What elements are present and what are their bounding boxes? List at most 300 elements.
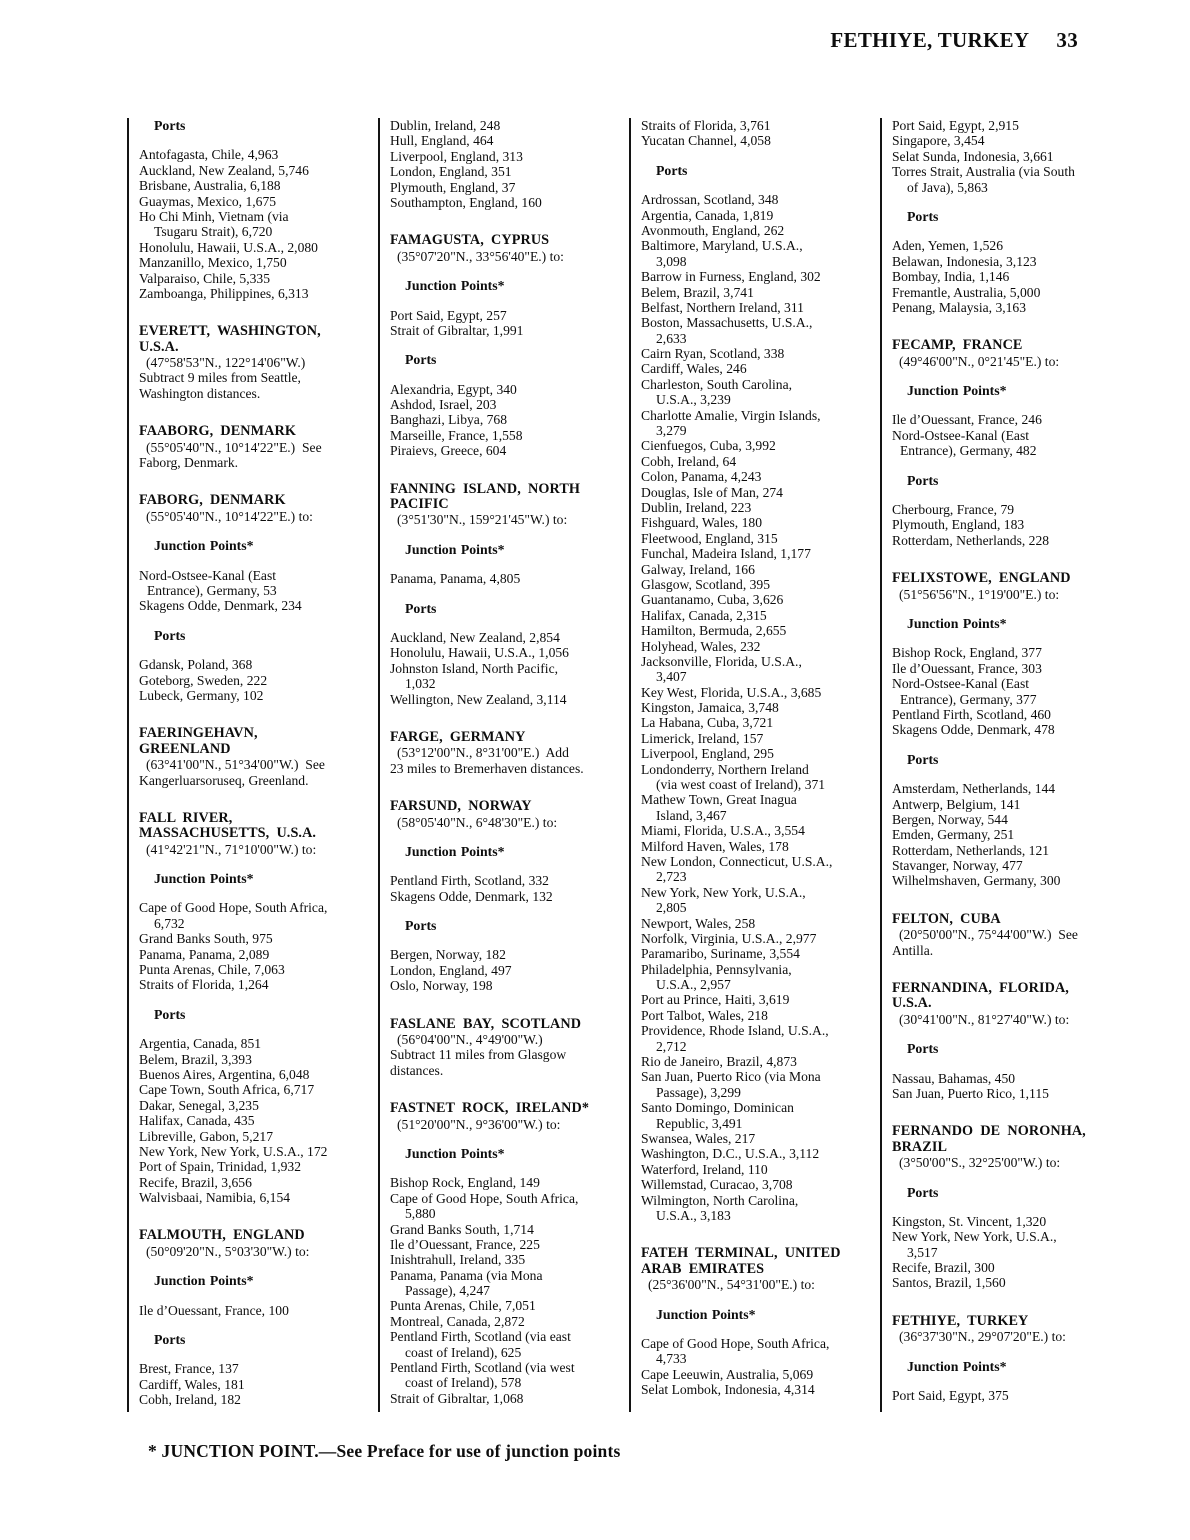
coordinates-line: (35°07'20"N., 33°56'40"E.) to: xyxy=(397,248,564,264)
text-line: Argentia, Canada, 1,819 xyxy=(641,207,774,223)
column-4 xyxy=(880,118,1131,1412)
subheading: Junction Points* xyxy=(907,615,1007,631)
text-line: Charlotte Amalie, Virgin Islands, xyxy=(641,407,821,423)
text-line: Libreville, Gabon, 5,217 xyxy=(139,1128,274,1144)
text-line: Rio de Janeiro, Brazil, 4,873 xyxy=(641,1054,797,1070)
spacer xyxy=(892,369,1131,383)
text-line: Santo Domingo, Dominican xyxy=(641,1100,794,1116)
text-line: Yucatan Channel, 4,058 xyxy=(641,133,771,149)
coordinates-line: (47°58'53"N., 122°14'06"W.) xyxy=(146,355,306,371)
text-line: Kingston, St. Vincent, 1,320 xyxy=(892,1213,1047,1229)
column-2 xyxy=(378,118,629,1412)
column-1 xyxy=(127,118,378,1412)
text-line: Cherbourg, France, 79 xyxy=(892,502,1015,518)
entry-heading: FALL RIVER, xyxy=(139,809,233,826)
coordinates-line: (55°05'40"N., 10°14'22"E.) See xyxy=(146,439,322,455)
text-line-wrap: Entrance), Germany, 482 xyxy=(900,443,1037,459)
text-line: Marseille, France, 1,558 xyxy=(390,427,523,443)
text-line: London, England, 351 xyxy=(390,164,512,180)
text-line-wrap: 1,032 xyxy=(405,676,436,692)
entry-heading: FABORG, DENMARK xyxy=(139,492,286,509)
subheading: Ports xyxy=(907,1184,939,1200)
text-line: Buenos Aires, Argentina, 6,048 xyxy=(139,1066,310,1082)
text-line: Recife, Brazil, 3,656 xyxy=(139,1174,252,1190)
text-line: Inishtrahull, Ireland, 335 xyxy=(390,1252,526,1268)
text-line: Punta Arenas, Chile, 7,051 xyxy=(390,1298,536,1314)
text-line: Bishop Rock, England, 377 xyxy=(892,645,1042,661)
text-line-wrap: Entrance), Germany, 377 xyxy=(900,691,1037,707)
text-line: Santos, Brazil, 1,560 xyxy=(892,1275,1006,1291)
text-line: Valparaiso, Chile, 5,335 xyxy=(139,270,271,286)
entry-heading: FELTON, CUBA xyxy=(892,910,1001,927)
text-line: Cienfuegos, Cuba, 3,992 xyxy=(641,438,776,454)
page-number: 33 xyxy=(1056,28,1078,52)
text-line: Honolulu, Hawaii, U.S.A., 2,080 xyxy=(139,239,318,255)
subheading: Junction Points* xyxy=(154,538,254,554)
text-line: Jacksonville, Florida, U.S.A., xyxy=(641,653,802,669)
subheading: Junction Points* xyxy=(656,1306,756,1322)
text-line: Rotterdam, Netherlands, 228 xyxy=(892,532,1050,548)
text-line: New London, Connecticut, U.S.A., xyxy=(641,853,833,869)
junction-point-footnote: * JUNCTION POINT.—See Preface for use of junction points xyxy=(148,1441,621,1461)
text-line: Swansea, Wales, 217 xyxy=(641,1131,756,1146)
entry-heading: FAERINGEHAVN, xyxy=(139,725,258,742)
text-line: Penang, Malaysia, 3,163 xyxy=(892,299,1027,315)
text-line: Ile d’Ouessant, France, 225 xyxy=(390,1236,540,1252)
text-line: Wellington, New Zealand, 3,114 xyxy=(390,691,567,707)
text-line: Funchal, Madeira Island, 1,177 xyxy=(641,546,811,562)
spacer xyxy=(641,1322,880,1336)
coordinates-line: (51°20'00"N., 9°36'00"W.) to: xyxy=(397,1116,561,1132)
spacer xyxy=(641,1293,880,1307)
text-line: distances. xyxy=(390,1062,444,1078)
coordinates-line: (30°41'00"N., 81°27'40"W.) to: xyxy=(899,1011,1070,1027)
text-line: Johnston Island, North Pacific, xyxy=(390,660,559,676)
subheading: Ports xyxy=(405,600,437,616)
text-line: Panama, Panama (via Mona xyxy=(390,1267,543,1283)
spacer xyxy=(641,178,880,192)
text-line: Boston, Massachusetts, U.S.A., xyxy=(641,315,813,331)
text-line: Oslo, Norway, 198 xyxy=(390,978,493,994)
text-line: Galway, Ireland, 166 xyxy=(641,561,755,577)
running-title: FETHIYE, TURKEY xyxy=(830,28,1030,52)
text-line: Subtract 9 miles from Seattle, xyxy=(139,370,301,386)
text-line-wrap: Passage), 4,247 xyxy=(405,1283,490,1299)
spacer xyxy=(139,1347,378,1361)
text-line: Washington, D.C., U.S.A., 3,112 xyxy=(641,1146,820,1162)
text-line: Halifax, Canada, 2,315 xyxy=(641,607,767,623)
text-line: La Habana, Cuba, 3,721 xyxy=(641,715,774,731)
subheading: Junction Points* xyxy=(405,1145,505,1161)
text-line-wrap: coast of Ireland), 578 xyxy=(405,1375,522,1391)
entry-heading: FASLANE BAY, SCOTLAND xyxy=(390,1015,582,1032)
text-line: Philadelphia, Pennsylvania, xyxy=(641,961,792,977)
text-line: Cobh, Ireland, 64 xyxy=(641,453,737,469)
text-line: Port Said, Egypt, 375 xyxy=(892,1388,1009,1404)
text-line: Selat Lombok, Indonesia, 4,314 xyxy=(641,1382,815,1398)
text-line: Ashdod, Israel, 203 xyxy=(390,397,497,413)
text-line: Pentland Firth, Scotland, 460 xyxy=(892,706,1051,722)
text-line: Grand Banks South, 975 xyxy=(139,931,273,947)
text-line: Cobh, Ireland, 182 xyxy=(139,1392,241,1408)
text-line: Norfolk, Virginia, U.S.A., 2,977 xyxy=(641,930,817,946)
spacer xyxy=(892,889,1131,912)
text-line-wrap: 3,098 xyxy=(656,253,687,269)
coordinates-line: (53°12'00"N., 8°31'00"E.) Add xyxy=(397,745,569,761)
subheading: Ports xyxy=(907,751,939,767)
text-line-wrap: 6,732 xyxy=(154,915,185,931)
text-line: Cape Leeuwin, Australia, 5,069 xyxy=(641,1366,814,1382)
coordinates-line: (55°05'40"N., 10°14'22"E.) to: xyxy=(146,508,313,524)
text-line: Ardrossan, Scotland, 348 xyxy=(641,192,779,208)
text-line: Waterford, Ireland, 110 xyxy=(641,1161,768,1177)
text-line: Selat Sunda, Indonesia, 3,661 xyxy=(892,148,1054,164)
text-line: Belfast, Northern Ireland, 311 xyxy=(641,299,804,315)
text-line: Panama, Panama, 4,805 xyxy=(390,571,521,587)
text-line: Belem, Brazil, 3,393 xyxy=(139,1051,252,1067)
text-line-wrap: 3,279 xyxy=(656,423,687,439)
spacer xyxy=(139,1022,378,1036)
subheading: Ports xyxy=(154,627,186,643)
entry-heading: FAMAGUSTA, CYPRUS xyxy=(390,232,550,249)
text-line: Goteborg, Sweden, 222 xyxy=(139,672,268,688)
entry-heading: FECAMP, FRANCE xyxy=(892,337,1023,354)
text-line: Grand Banks South, 1,714 xyxy=(390,1221,534,1237)
text-line: Cairn Ryan, Scotland, 338 xyxy=(641,346,785,362)
text-line: Cape of Good Hope, South Africa, xyxy=(139,900,328,916)
text-line: Cape of Good Hope, South Africa, xyxy=(641,1335,830,1351)
spacer xyxy=(390,587,629,601)
spacer xyxy=(892,1345,1131,1359)
coordinates-line: (63°41'00"N., 51°34'00"W.) See xyxy=(146,757,325,773)
text-line: San Juan, Puerto Rico (via Mona xyxy=(641,1069,821,1085)
text-line: Glasgow, Scotland, 395 xyxy=(641,576,771,592)
spacer xyxy=(390,1078,629,1101)
spacer xyxy=(139,554,378,568)
text-line: Brest, France, 137 xyxy=(139,1361,239,1377)
text-line: Bergen, Norway, 544 xyxy=(892,811,1008,827)
text-line: Auckland, New Zealand, 5,746 xyxy=(139,162,309,178)
text-line: Nord-Ostsee-Kanal (East xyxy=(139,567,277,583)
text-line: Avonmouth, England, 262 xyxy=(641,222,785,238)
text-line: Brisbane, Australia, 6,188 xyxy=(139,178,281,194)
subheading: Ports xyxy=(154,1332,186,1348)
text-line: Douglas, Isle of Man, 274 xyxy=(641,484,783,500)
spacer xyxy=(641,149,880,163)
text-line-wrap: U.S.A., 3,183 xyxy=(656,1207,731,1223)
text-line-wrap: coast of Ireland), 625 xyxy=(405,1344,522,1360)
text-line: Port Said, Egypt, 2,915 xyxy=(892,118,1019,133)
text-line: Banghazi, Libya, 768 xyxy=(390,412,508,428)
text-line: 23 miles to Bremerhaven distances. xyxy=(390,760,584,776)
text-line: Port of Spain, Trinidad, 1,932 xyxy=(139,1159,302,1175)
text-line-wrap: 2,805 xyxy=(656,900,687,916)
entry-heading: ARAB EMIRATES xyxy=(641,1260,765,1277)
subheading: Ports xyxy=(405,352,437,368)
spacer xyxy=(390,776,629,799)
spacer xyxy=(641,1223,880,1246)
text-line: Alexandria, Egypt, 340 xyxy=(390,381,517,397)
subheading: Ports xyxy=(154,1006,186,1022)
text-line: Punta Arenas, Chile, 7,063 xyxy=(139,962,285,978)
text-line: Key West, Florida, U.S.A., 3,685 xyxy=(641,684,822,700)
spacer xyxy=(139,614,378,628)
spacer xyxy=(390,904,629,918)
entry-heading: PACIFIC xyxy=(390,496,449,513)
text-line: Honolulu, Hawaii, U.S.A., 1,056 xyxy=(390,645,569,661)
text-line: Panama, Panama, 2,089 xyxy=(139,946,270,962)
spacer xyxy=(139,301,378,324)
text-line: Pentland Firth, Scotland, 332 xyxy=(390,873,549,889)
column-3 xyxy=(629,118,880,1412)
text-line: Washington distances. xyxy=(139,385,261,401)
text-line: Ile d’Ouessant, France, 303 xyxy=(892,660,1042,676)
text-line: Nord-Ostsee-Kanal (East xyxy=(892,427,1030,443)
spacer xyxy=(892,195,1131,209)
text-line: Recife, Brazil, 300 xyxy=(892,1260,995,1276)
text-line: Antwerp, Belgium, 141 xyxy=(892,796,1021,812)
spacer xyxy=(892,315,1131,338)
spacer xyxy=(390,859,629,873)
entry-heading: EVERETT, WASHINGTON, xyxy=(139,323,321,340)
text-line: Argentia, Canada, 851 xyxy=(139,1036,262,1052)
text-line: Holyhead, Wales, 232 xyxy=(641,638,761,654)
spacer xyxy=(139,1318,378,1332)
text-line: Belem, Brazil, 3,741 xyxy=(641,284,754,300)
entry-heading: FATEH TERMINAL, UNITED xyxy=(641,1245,841,1262)
text-line: Auckland, New Zealand, 2,854 xyxy=(390,629,560,645)
text-line: Colon, Panama, 4,243 xyxy=(641,469,762,485)
spacer xyxy=(390,528,629,542)
spacer xyxy=(390,1132,629,1146)
text-columns xyxy=(127,118,1131,1412)
text-line: Cardiff, Wales, 246 xyxy=(641,361,747,377)
text-line: Ho Chi Minh, Vietnam (via xyxy=(139,208,289,224)
text-line: Limerick, Ireland, 157 xyxy=(641,730,764,746)
text-line: Manzanillo, Mexico, 1,750 xyxy=(139,255,287,271)
coordinates-line: (41°42'21"N., 71°10'00"W.) to: xyxy=(146,841,317,857)
spacer xyxy=(892,548,1131,571)
text-line: New York, New York, U.S.A., 172 xyxy=(139,1143,328,1159)
spacer xyxy=(139,703,378,726)
text-line: Skagens Odde, Denmark, 132 xyxy=(390,888,553,904)
text-line: Montreal, Canada, 2,872 xyxy=(390,1313,525,1329)
text-line-wrap: 2,712 xyxy=(656,1038,687,1054)
text-line: Pentland Firth, Scotland (via west xyxy=(390,1360,575,1376)
text-line: Liverpool, England, 313 xyxy=(390,148,523,164)
text-line: Guantanamo, Cuba, 3,626 xyxy=(641,592,784,608)
text-line: Dublin, Ireland, 223 xyxy=(641,499,752,515)
spacer xyxy=(390,707,629,730)
text-line: Amsterdam, Netherlands, 144 xyxy=(892,781,1056,797)
text-line: Cape of Good Hope, South Africa, xyxy=(390,1190,579,1206)
text-line: Rotterdam, Netherlands, 121 xyxy=(892,842,1050,858)
text-line: Gdansk, Poland, 368 xyxy=(139,657,253,673)
text-line: San Juan, Puerto Rico, 1,115 xyxy=(892,1085,1049,1101)
spacer xyxy=(390,210,629,233)
subheading: Ports xyxy=(405,918,437,934)
spacer xyxy=(139,788,378,811)
text-line: Paramaribo, Suriname, 3,554 xyxy=(641,946,800,962)
entry-heading: U.S.A. xyxy=(139,338,179,355)
spacer xyxy=(139,1205,378,1228)
coordinates-line: (3°51'30"N., 159°21'45"W.) to: xyxy=(397,512,568,528)
spacer xyxy=(139,1289,378,1303)
coordinates-line: (51°56'56"N., 1°19'00"E.) to: xyxy=(899,586,1060,602)
spacer xyxy=(139,993,378,1007)
text-line: Ile d’Ouessant, France, 246 xyxy=(892,412,1042,428)
text-line: Bishop Rock, England, 149 xyxy=(390,1175,540,1191)
entry-heading: FERNANDO DE NORONHA, xyxy=(892,1123,1086,1140)
text-line: Southampton, England, 160 xyxy=(390,194,542,210)
text-line-wrap: U.S.A., 2,957 xyxy=(656,977,731,993)
text-line: Fremantle, Australia, 5,000 xyxy=(892,284,1041,300)
text-line: Newport, Wales, 258 xyxy=(641,915,756,931)
page-header xyxy=(830,28,1078,53)
spacer xyxy=(139,643,378,657)
spacer xyxy=(139,470,378,493)
entry-heading: GREENLAND xyxy=(139,740,231,757)
text-line: Cardiff, Wales, 181 xyxy=(139,1376,245,1392)
text-line: Straits of Florida, 3,761 xyxy=(641,118,771,133)
text-line: Antofagasta, Chile, 4,963 xyxy=(139,147,279,163)
text-line: Miami, Florida, U.S.A., 3,554 xyxy=(641,823,805,839)
text-line: Mathew Town, Great Inagua xyxy=(641,792,797,808)
text-line: Walvisbaai, Namibia, 6,154 xyxy=(139,1190,291,1206)
text-line: Baltimore, Maryland, U.S.A., xyxy=(641,238,803,254)
text-line: Dakar, Senegal, 3,235 xyxy=(139,1097,259,1113)
spacer xyxy=(892,958,1131,981)
spacer xyxy=(390,338,629,352)
text-line-wrap: (via west coast of Ireland), 371 xyxy=(656,777,826,793)
text-line: Zamboanga, Philippines, 6,313 xyxy=(139,285,309,301)
subheading: Junction Points* xyxy=(405,278,505,294)
entry-heading: FERNANDINA, FLORIDA, xyxy=(892,980,1069,997)
text-line: Halifax, Canada, 435 xyxy=(139,1113,255,1129)
text-line: Nord-Ostsee-Kanal (East xyxy=(892,676,1030,692)
spacer xyxy=(139,401,378,424)
text-line: Strait of Gibraltar, 1,068 xyxy=(390,1390,524,1406)
entry-heading: FASTNET ROCK, IRELAND* xyxy=(390,1100,590,1117)
entry-heading: FALMOUTH, ENGLAND xyxy=(139,1227,305,1244)
text-line: Lubeck, Germany, 102 xyxy=(139,687,264,703)
text-line-wrap: 2,723 xyxy=(656,869,687,885)
text-line: Hamilton, Bermuda, 2,655 xyxy=(641,623,787,639)
subheading: Ports xyxy=(656,162,688,178)
text-line-wrap: Entrance), Germany, 53 xyxy=(147,582,277,598)
spacer xyxy=(892,459,1131,473)
entry-heading: FELIXSTOWE, ENGLAND xyxy=(892,570,1071,587)
text-line: Singapore, 3,454 xyxy=(892,133,985,149)
subheading: Junction Points* xyxy=(907,1358,1007,1374)
subheading: Ports xyxy=(907,472,939,488)
text-line: Londonderry, Northern Ireland xyxy=(641,761,809,777)
text-line: Torres Strait, Australia (via South xyxy=(892,164,1075,180)
entry-heading: MASSACHUSETTS, U.S.A. xyxy=(139,825,317,842)
text-line: Charleston, South Carolina, xyxy=(641,376,793,392)
text-line: Ile d’Ouessant, France, 100 xyxy=(139,1302,289,1318)
spacer xyxy=(390,557,629,571)
spacer xyxy=(390,368,629,382)
spacer xyxy=(892,398,1131,412)
entry-heading: U.S.A. xyxy=(892,995,932,1012)
text-line: Kingston, Jamaica, 3,748 xyxy=(641,700,779,716)
spacer xyxy=(892,1171,1131,1185)
coordinates-line: (3°50'00"S., 32°25'00"W.) to: xyxy=(899,1155,1061,1171)
text-line: Plymouth, England, 37 xyxy=(390,179,516,195)
entry-heading: FAABORG, DENMARK xyxy=(139,423,296,440)
entry-heading: FANNING ISLAND, NORTH xyxy=(390,480,581,497)
spacer xyxy=(390,933,629,947)
text-line-wrap: 3,407 xyxy=(656,669,687,685)
text-line: Providence, Rhode Island, U.S.A., xyxy=(641,1023,829,1039)
spacer xyxy=(892,1027,1131,1041)
spacer xyxy=(892,1374,1131,1388)
text-line: Port Talbot, Wales, 218 xyxy=(641,1007,768,1023)
text-line-wrap: U.S.A., 3,239 xyxy=(656,392,731,408)
text-line: Dublin, Ireland, 248 xyxy=(390,118,501,133)
text-line: Guaymas, Mexico, 1,675 xyxy=(139,193,277,209)
text-line: Nassau, Bahamas, 450 xyxy=(892,1070,1016,1086)
subheading: Ports xyxy=(907,208,939,224)
text-line-wrap: Tsugaru Strait), 6,720 xyxy=(154,224,273,240)
subheading: Ports xyxy=(154,118,186,133)
text-line-wrap: Island, 3,467 xyxy=(656,807,727,823)
spacer xyxy=(139,524,378,538)
entry-heading: FETHIYE, TURKEY xyxy=(892,1312,1029,1329)
text-line: Aden, Yemen, 1,526 xyxy=(892,238,1004,254)
spacer xyxy=(892,631,1131,645)
text-line: Straits of Florida, 1,264 xyxy=(139,977,269,993)
text-line: Fishguard, Wales, 180 xyxy=(641,515,762,531)
text-line: Strait of Gibraltar, 1,991 xyxy=(390,322,524,338)
coordinates-line: (58°05'40"N., 6°48'30"E.) to: xyxy=(397,814,558,830)
text-line: London, England, 497 xyxy=(390,962,512,978)
spacer xyxy=(390,616,629,630)
text-line: Bergen, Norway, 182 xyxy=(390,947,506,963)
text-line-wrap: 4,733 xyxy=(656,1351,687,1367)
subheading: Junction Points* xyxy=(405,843,505,859)
text-line: Emden, Germany, 251 xyxy=(892,827,1015,843)
spacer xyxy=(892,1200,1131,1214)
text-line: Bombay, India, 1,146 xyxy=(892,269,1010,285)
spacer xyxy=(892,1101,1131,1124)
text-line: Port Said, Egypt, 257 xyxy=(390,307,507,323)
spacer xyxy=(892,1291,1131,1314)
spacer xyxy=(892,488,1131,502)
entry-heading: BRAZIL xyxy=(892,1138,948,1155)
spacer xyxy=(390,830,629,844)
text-line: Milford Haven, Wales, 178 xyxy=(641,838,789,854)
text-line: Wilhelmshaven, Germany, 300 xyxy=(892,873,1061,889)
text-line: New York, New York, U.S.A., xyxy=(641,884,806,900)
text-line: Kangerluarsoruseq, Greenland. xyxy=(139,772,309,788)
text-line: Antilla. xyxy=(892,942,934,958)
text-line: Fleetwood, England, 315 xyxy=(641,530,778,546)
spacer xyxy=(139,886,378,900)
text-line: Wilmington, North Carolina, xyxy=(641,1192,799,1208)
text-line: Cape Town, South Africa, 6,717 xyxy=(139,1082,315,1098)
coordinates-line: (25°36'00"N., 54°31'00"E.) to: xyxy=(648,1277,815,1293)
subheading: Junction Points* xyxy=(154,1273,254,1289)
text-line-wrap: 2,633 xyxy=(656,330,687,346)
text-line: Pentland Firth, Scotland (via east xyxy=(390,1329,571,1345)
entry-heading: FARSUND, NORWAY xyxy=(390,798,532,815)
spacer xyxy=(390,294,629,308)
text-line-wrap: 5,880 xyxy=(405,1206,436,1222)
text-line: Hull, England, 464 xyxy=(390,133,494,149)
text-line-wrap: Passage), 3,299 xyxy=(656,1084,741,1100)
